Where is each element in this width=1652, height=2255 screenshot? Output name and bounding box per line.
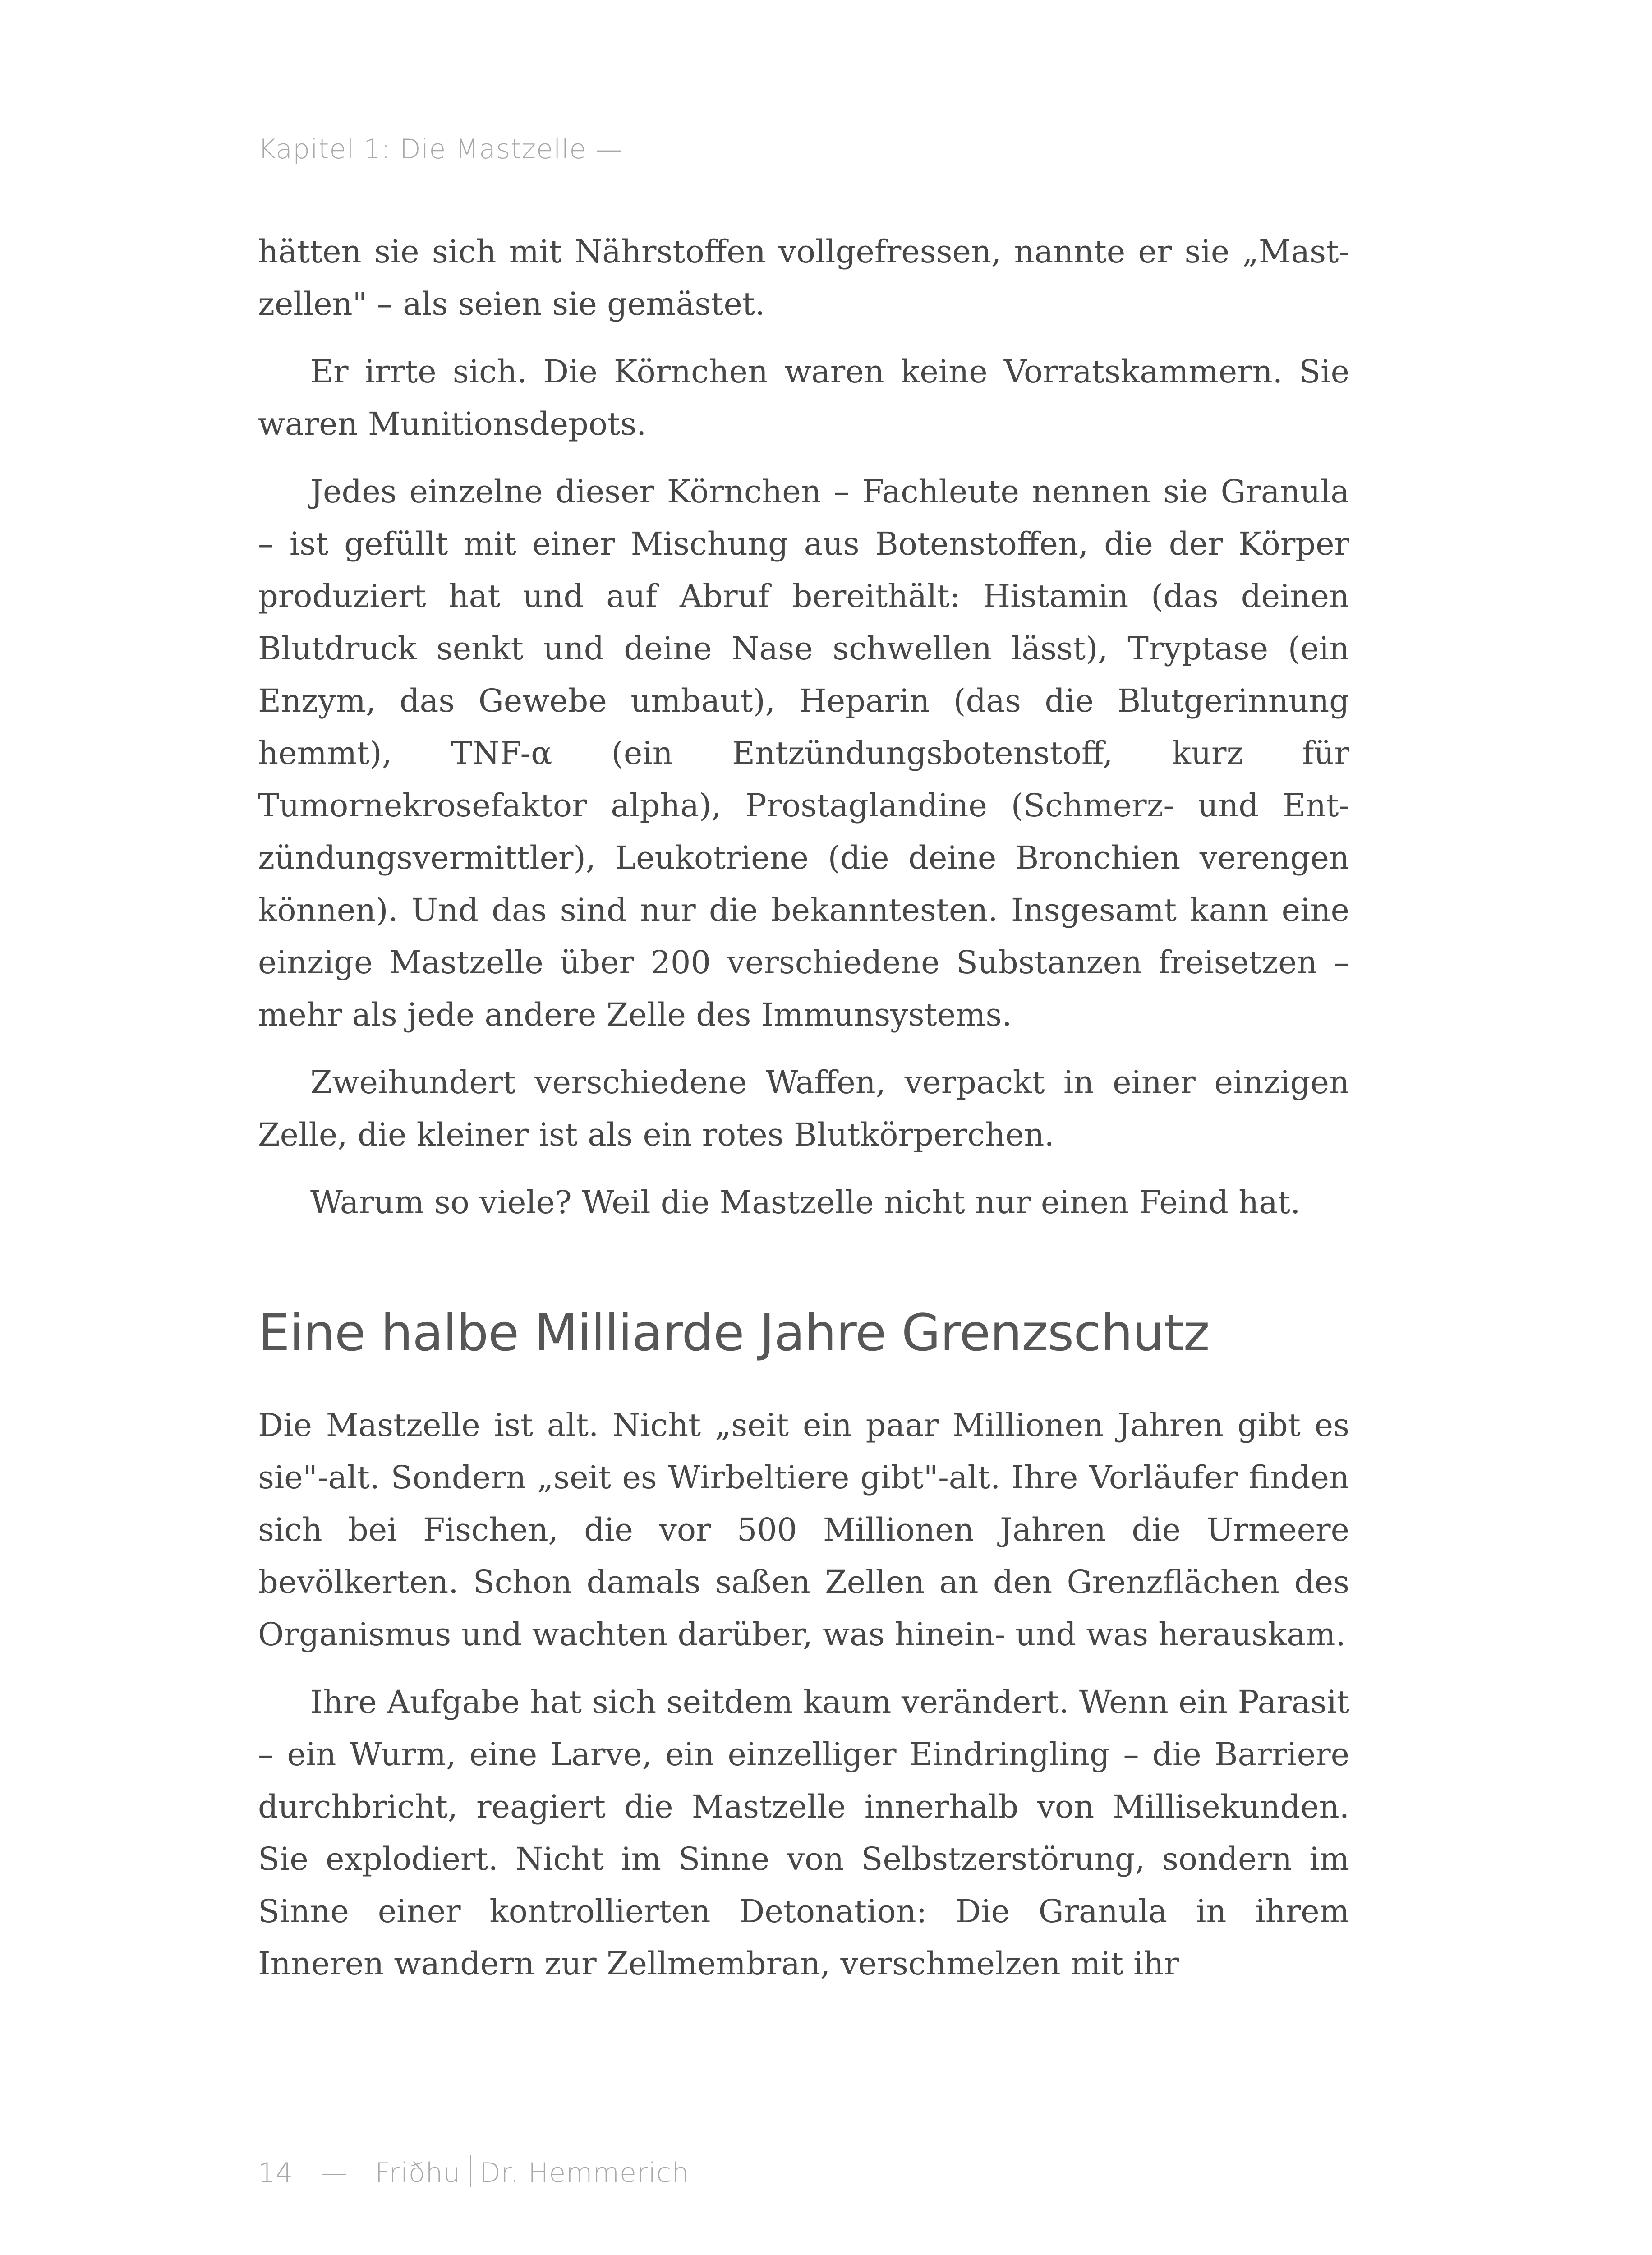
brand-name: Friðhu xyxy=(375,2157,461,2189)
paragraph: Zweihundert verschiedene Waffen, verpackt in einer einzigen Zelle, die kleiner ist als ein rotes Blutkörperchen. xyxy=(258,1064,1349,1153)
paragraph: Jedes einzelne dieser Körnchen – Fachleute nennen sie Granula – ist gefüllt mit einer Mischung aus Botenstoffen, die der Körper produziert hat und auf Abruf bereithält: Histamin (das deinen Blutdruck senkt und deine Nase schwellen lässt), Tryptase (ein Enzym, das Gewebe umbaut), Heparin (das die Blutgerinnung hemmt), TNF-α (ein Entzündungsbotenstoff, kurz für Tumornekrosefaktor alpha), Prostaglandine (Schmerz- und Entzündungsvermittler), Leukotriene (die deine Bronchien verengen können). Und das sind nur die bekanntesten. Insgesamt kann eine einzige Mastzelle über 200 verschiedene Substanzen freisetzen – mehr als jede andere Zelle des Immunsystems. xyxy=(258,473,1349,1033)
paragraph: Die Mastzelle ist alt. Nicht „seit ein paar Millionen Jahren gibt es sie"-alt. Sondern „seit es Wirbeltiere gibt"-alt. Ihre Vorläufer finden sich bei Fischen, die vor 500 Millionen Jahren die Urmeere bevölkerten. Schon damals saßen Zellen an den Grenzflächen des Organismus und wachten darüber, was hinein- und was herauskam. xyxy=(258,1407,1349,1653)
paragraph: hätten sie sich mit Nährstoffen vollgefressen, nannte er sie „Mastzellen" – als seien sie gemästet. xyxy=(258,233,1349,322)
section-heading: Eine halbe Milliarde Jahre Grenzschutz xyxy=(258,1304,1210,1362)
paragraph: Ihre Aufgabe hat sich seitdem kaum verändert. Wenn ein Parasit – ein Wurm, eine Larve, ein einzelliger Eindringling – die Barriere durchbricht, reagiert die Mastzelle innerhalb von Millisekunden. Sie explodiert. Nicht im Sinne von Selbstzerstörung, sondern im Sinne einer kontrollierten Detonation: Die Granula in ihrem Inneren wandern zur Zellmembran, verschmelzen mit ihr xyxy=(258,1684,1349,1982)
paragraph: Er irrte sich. Die Körnchen waren keine Vorratskammern. Sie waren Munitionsdepots. xyxy=(258,353,1349,442)
page-footer xyxy=(258,2155,689,2189)
footer-dash: — xyxy=(320,2157,348,2189)
footer-separator xyxy=(470,2155,471,2187)
author-name: Dr. Hemmerich xyxy=(479,2157,690,2189)
body-text xyxy=(258,226,1349,2005)
running-head: Kapitel 1: Die Mastzelle — xyxy=(258,133,623,165)
page-number: 14 xyxy=(258,2157,294,2189)
paragraph: Warum so viele? Weil die Mastzelle nicht nur einen Feind hat. xyxy=(310,1184,1301,1221)
